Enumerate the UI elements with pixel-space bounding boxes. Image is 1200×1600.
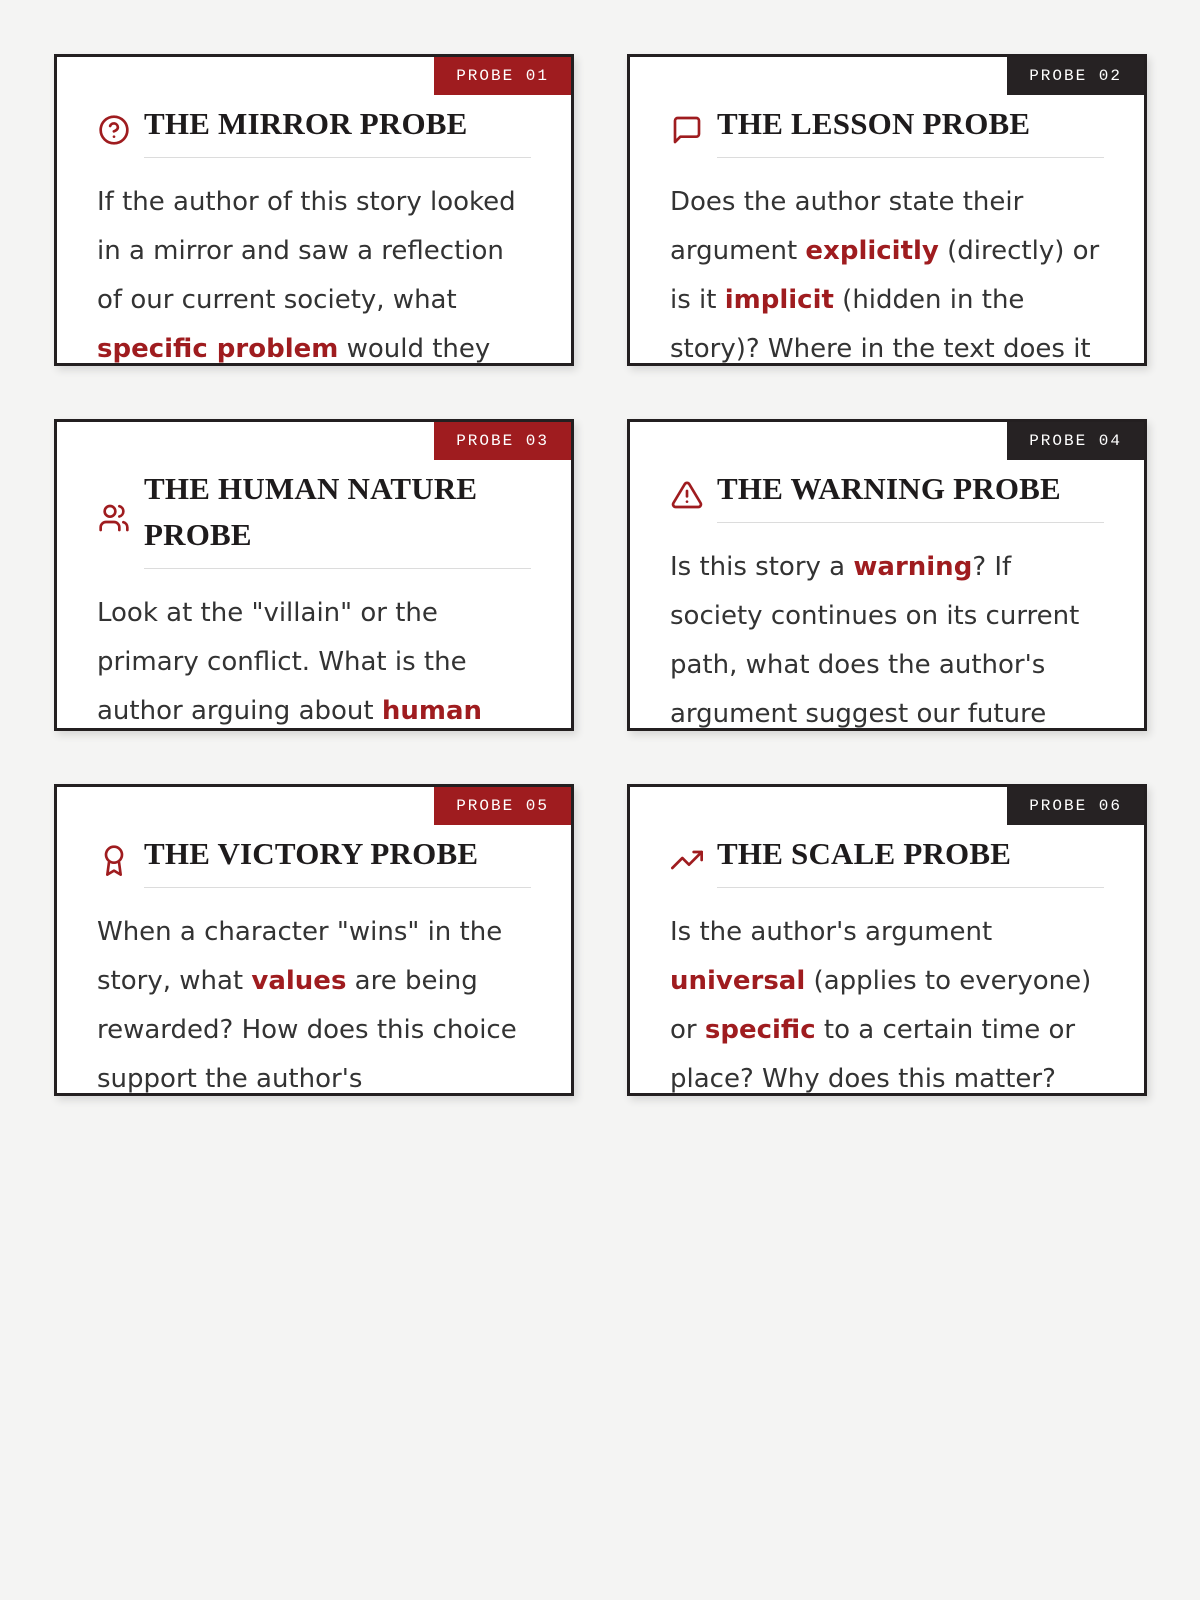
card-title: THE LESSON PROBE xyxy=(717,106,1031,141)
card-header xyxy=(670,466,1104,523)
card-body: Is the author's argument universal (applies to everyone) or specific to a certain time or place? Why does this matter? xyxy=(670,917,1092,1094)
card-title: THE HUMAN NATURE PROBE xyxy=(144,471,478,552)
highlight-term: specific problem xyxy=(97,334,339,364)
card-header xyxy=(97,101,531,158)
highlight-term: values xyxy=(251,966,347,996)
card-body: Look at the "villain" or the primary conflict. What is the author arguing about human xyxy=(97,598,483,726)
users-icon xyxy=(97,501,131,535)
highlight-term: implicit xyxy=(724,285,834,315)
card-title: THE MIRROR PROBE xyxy=(144,106,468,141)
card-title: THE SCALE PROBE xyxy=(717,836,1012,871)
highlight-term: warning xyxy=(853,552,973,582)
probe-badge: PROBE 03 xyxy=(434,422,571,460)
highlight-term: specific xyxy=(704,1015,816,1045)
card-body: Is this story a warning? If society continues on its current path, what does the author's argument suggest our future xyxy=(670,552,1080,729)
probe-badge: PROBE 04 xyxy=(1007,422,1144,460)
card-body: If the author of this story looked in a mirror and saw a reflection of our current society, what specific problem would they xyxy=(97,187,516,364)
card-header xyxy=(670,101,1104,158)
probe-card-warning[interactable] xyxy=(627,419,1147,731)
message-square-icon xyxy=(670,113,704,147)
award-ribbon-icon xyxy=(97,843,131,877)
probe-badge: PROBE 05 xyxy=(434,787,571,825)
warning-triangle-icon xyxy=(670,478,704,512)
probe-card-grid xyxy=(54,54,1147,1096)
card-title: THE WARNING PROBE xyxy=(717,471,1061,506)
probe-card-mirror[interactable] xyxy=(54,54,574,366)
probe-card-human-nature[interactable] xyxy=(54,419,574,731)
card-header xyxy=(97,831,531,888)
card-header xyxy=(670,831,1104,888)
card-body: Does the author state their argument explicitly (directly) or is it implicit (hidden in the story)? Where in the text does it xyxy=(670,187,1100,364)
highlight-term: universal xyxy=(670,966,806,996)
probe-card-lesson[interactable] xyxy=(627,54,1147,366)
probe-badge: PROBE 02 xyxy=(1007,57,1144,95)
question-circle-icon xyxy=(97,113,131,147)
card-title: THE VICTORY PROBE xyxy=(144,836,479,871)
probe-card-victory[interactable] xyxy=(54,784,574,1096)
probe-badge: PROBE 01 xyxy=(434,57,571,95)
trending-up-icon xyxy=(670,843,704,877)
probe-card-scale[interactable] xyxy=(627,784,1147,1096)
card-body: When a character "wins" in the story, what values are being rewarded? How does this choice support the author's xyxy=(97,917,517,1094)
card-header xyxy=(97,466,531,569)
highlight-term: explicitly xyxy=(805,236,939,266)
highlight-term: human xyxy=(381,696,483,726)
probe-badge: PROBE 06 xyxy=(1007,787,1144,825)
